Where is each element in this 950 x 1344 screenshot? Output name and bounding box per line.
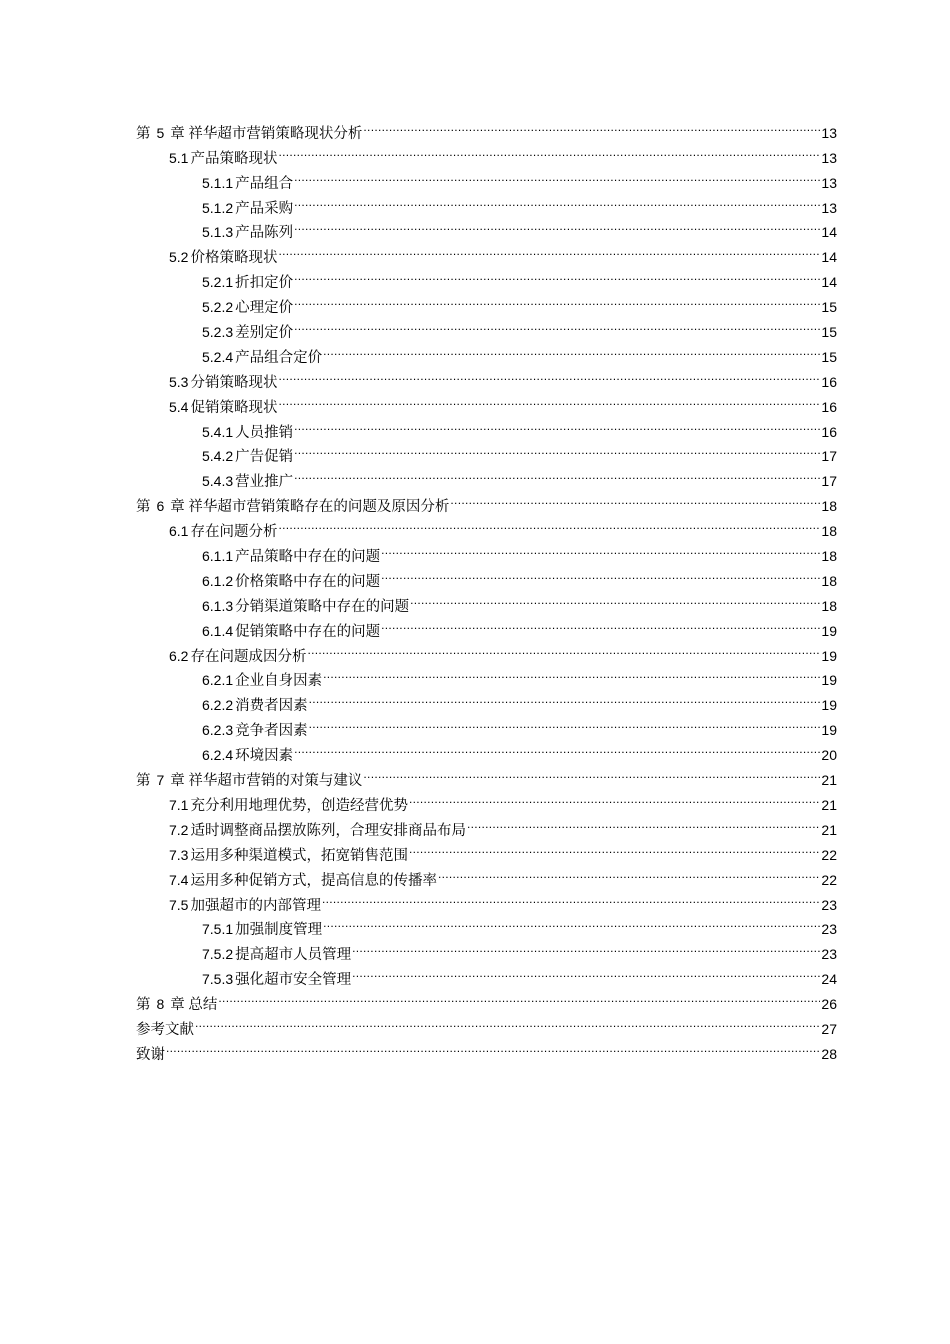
toc-dot-leader (322, 885, 820, 910)
toc-entry-title: 促销策略中存在的问题 (235, 623, 381, 640)
toc-entry-title: 产品策略现状 (190, 150, 278, 167)
toc-dot-leader (323, 910, 820, 935)
toc-entry-title: 分销策略现状 (190, 374, 278, 391)
toc-entry-page-number: 14 (821, 274, 837, 291)
toc-dot-leader (363, 113, 820, 138)
toc-entry-title: 充分利用地理优势，创造经营优势 (190, 797, 408, 814)
toc-entry-page-number: 19 (821, 697, 837, 714)
toc-entry-number: 6.1.4 (202, 622, 234, 639)
toc-entry-number: 6.1.3 (202, 597, 234, 614)
toc-entry-number: 5.4.1 (202, 423, 234, 440)
toc-dot-leader (363, 760, 820, 785)
toc-entry-page-number: 19 (821, 722, 837, 739)
toc-entry-page-number: 18 (821, 597, 837, 614)
toc-dot-leader (294, 287, 820, 312)
toc-entry-title: 章 祥华超市营销策略现状分析 (170, 125, 363, 142)
toc-entry-number: 7.4 (169, 871, 189, 888)
toc-entry[interactable] (136, 1034, 837, 1063)
toc-entry-number: 7.5.2 (202, 946, 234, 963)
toc-entry-page-number: 19 (821, 647, 837, 664)
toc-entry-number: 5.1.1 (202, 174, 234, 191)
toc-entry-number: 7.5 (169, 896, 189, 913)
toc-entry[interactable] (136, 984, 837, 1014)
toc-dot-leader (409, 835, 820, 860)
toc-entry-number: 6.2.2 (202, 697, 234, 714)
toc-entry-page-number: 15 (821, 324, 837, 341)
toc-entry-page-number: 16 (821, 373, 837, 390)
toc-entry-number: 5.1.3 (202, 224, 234, 241)
toc-entry-page-number: 14 (821, 249, 837, 266)
toc-entry-page-number: 13 (821, 199, 837, 216)
toc-entry-page-number: 23 (821, 896, 837, 913)
toc-entry-number: 5.4.2 (202, 448, 234, 465)
toc-dot-leader (309, 685, 821, 710)
toc-dot-leader (381, 561, 820, 586)
toc-entry-title: 参考文献 (136, 1021, 194, 1038)
toc-entry-prefix: 第 (136, 997, 151, 1014)
toc-entry-page-number: 19 (821, 672, 837, 689)
toc-entry-number: 5.3 (169, 373, 189, 390)
toc-dot-leader (278, 237, 820, 262)
toc-dot-leader (352, 959, 820, 984)
toc-entry-number: 6.2.4 (202, 747, 234, 764)
toc-entry-page-number: 16 (821, 423, 837, 440)
toc-entry-number: 6.2.3 (202, 722, 234, 739)
toc-entry-number: 7.3 (169, 846, 189, 863)
toc-entry-page-number: 18 (821, 548, 837, 565)
toc-dot-leader (218, 984, 820, 1009)
toc-dot-leader (352, 934, 820, 959)
toc-dot-leader (278, 362, 820, 387)
toc-entry-title: 产品组合定价 (235, 349, 323, 366)
toc-entry-number: 6.2.1 (202, 672, 234, 689)
toc-entry-title: 心理定价 (235, 300, 294, 317)
toc-entry-page-number: 22 (821, 846, 837, 863)
toc-entry-number: 5.2 (169, 249, 189, 266)
toc-entry-title: 存在问题成因分析 (190, 648, 307, 665)
toc-entry-prefix: 第 (136, 125, 151, 142)
toc-entry-page-number: 28 (821, 1045, 837, 1062)
toc-dot-leader (323, 661, 820, 686)
toc-dot-leader (294, 312, 820, 337)
toc-entry-page-number: 23 (821, 946, 837, 963)
toc-entry-number: 6.1.2 (202, 572, 234, 589)
toc-dot-leader (381, 611, 820, 636)
toc-entry-page-number: 15 (821, 348, 837, 365)
toc-dot-leader (450, 486, 820, 511)
toc-entry-number: 5.2.2 (202, 299, 234, 316)
toc-dot-leader (294, 163, 820, 188)
toc-dot-leader (294, 412, 820, 437)
toc-dot-leader (294, 213, 820, 238)
toc-dot-leader (166, 1034, 820, 1059)
toc-entry-title: 消费者因素 (235, 698, 308, 715)
toc-dot-leader (294, 262, 820, 287)
toc-entry-title: 折扣定价 (235, 275, 294, 292)
toc-entry[interactable] (136, 113, 837, 142)
toc-entry-number: 6.2 (169, 647, 189, 664)
toc-entry-number: 5.4.3 (202, 473, 234, 490)
toc-entry-page-number: 13 (821, 124, 837, 141)
table-of-contents (136, 113, 837, 1063)
toc-entry-number: 6.1 (169, 523, 189, 540)
toc-entry-title: 广告促销 (235, 449, 294, 466)
toc-entry-number: 5.2.1 (202, 274, 234, 291)
toc-entry-number: 5.2.3 (202, 324, 234, 341)
toc-entry-page-number: 27 (821, 1020, 837, 1037)
toc-entry-title: 价格策略中存在的问题 (235, 573, 381, 590)
toc-entry-number: 7.5.3 (202, 971, 234, 988)
toc-entry-prefix: 第 (136, 773, 151, 790)
toc-dot-leader (309, 710, 821, 735)
toc-dot-leader (410, 586, 820, 611)
toc-entry-page-number: 21 (821, 772, 837, 789)
toc-entry-title: 差别定价 (235, 325, 294, 342)
toc-entry-title: 产品组合 (235, 175, 294, 192)
toc-entry-page-number: 17 (821, 448, 837, 465)
toc-entry-title: 运用多种促销方式，提高信息的传播率 (190, 872, 437, 889)
toc-entry-page-number: 23 (821, 921, 837, 938)
toc-entry-title: 企业自身因素 (235, 673, 323, 690)
toc-entry-page-number: 16 (821, 398, 837, 415)
toc-entry-page-number: 20 (821, 747, 837, 764)
toc-entry-title: 产品策略中存在的问题 (235, 549, 381, 566)
toc-dot-leader (294, 437, 820, 462)
toc-entry-title: 营业推广 (235, 474, 294, 491)
toc-entry[interactable] (136, 1009, 837, 1038)
toc-entry-title: 章 祥华超市营销的对策与建议 (170, 773, 363, 790)
toc-entry-title: 人员推销 (235, 424, 294, 441)
toc-entry-number: 7.1 (169, 796, 189, 813)
toc-entry-title: 存在问题分析 (190, 524, 278, 541)
toc-entry-number: 7.2 (169, 821, 189, 838)
toc-entry-page-number: 15 (821, 299, 837, 316)
toc-entry-title: 分销渠道策略中存在的问题 (235, 598, 410, 615)
toc-dot-leader (323, 337, 820, 362)
toc-entry-number: 7.5.1 (202, 921, 234, 938)
toc-entry-number: 6.1.1 (202, 548, 234, 565)
toc-dot-leader (467, 810, 820, 835)
toc-entry-page-number: 13 (821, 149, 837, 166)
toc-dot-leader (294, 461, 820, 486)
toc-entry-prefix: 第 (136, 499, 151, 516)
toc-entry-page-number: 19 (821, 622, 837, 639)
toc-dot-leader (294, 735, 820, 760)
toc-entry-number: 5 (156, 124, 165, 141)
toc-entry-number: 5.4 (169, 398, 189, 415)
toc-entry-title: 章 祥华超市营销策略存在的问题及原因分析 (170, 499, 450, 516)
toc-entry-page-number: 18 (821, 523, 837, 540)
toc-dot-leader (278, 511, 820, 536)
toc-entry-number: 5.2.4 (202, 348, 234, 365)
toc-dot-leader (278, 138, 820, 163)
toc-entry-title: 章 总结 (170, 997, 218, 1014)
toc-entry-number: 5.1 (169, 149, 189, 166)
toc-dot-leader (409, 785, 820, 810)
toc-dot-leader (381, 536, 820, 561)
toc-entry-number: 5.1.2 (202, 199, 234, 216)
toc-dot-leader (294, 188, 820, 213)
toc-entry-page-number: 18 (821, 572, 837, 589)
toc-entry-title: 加强超市的内部管理 (190, 897, 321, 914)
toc-entry-number: 6 (156, 498, 165, 515)
toc-entry-title: 强化超市安全管理 (235, 972, 352, 989)
toc-entry-title: 价格策略现状 (190, 250, 278, 267)
toc-entry-page-number: 17 (821, 473, 837, 490)
toc-entry-title: 运用多种渠道模式，拓宽销售范围 (190, 847, 408, 864)
toc-entry-page-number: 21 (821, 821, 837, 838)
toc-entry-title: 致谢 (136, 1046, 165, 1063)
toc-entry-title: 产品采购 (235, 200, 294, 217)
toc-dot-leader (278, 387, 820, 412)
toc-entry-number: 8 (156, 996, 165, 1013)
toc-entry-page-number: 13 (821, 174, 837, 191)
toc-entry-title: 适时调整商品摆放陈列，合理安排商品布局 (190, 822, 466, 839)
toc-entry-number: 7 (156, 772, 165, 789)
toc-dot-leader (195, 1009, 820, 1034)
toc-entry-page-number: 22 (821, 871, 837, 888)
toc-entry-title: 环境因素 (235, 748, 294, 765)
toc-entry-title: 提高超市人员管理 (235, 947, 352, 964)
toc-entry-title: 竞争者因素 (235, 723, 308, 740)
toc-entry-page-number: 18 (821, 498, 837, 515)
toc-entry-page-number: 26 (821, 996, 837, 1013)
toc-dot-leader (307, 636, 820, 661)
toc-entry-page-number: 24 (821, 971, 837, 988)
toc-entry-page-number: 14 (821, 224, 837, 241)
toc-entry-page-number: 21 (821, 796, 837, 813)
toc-dot-leader (438, 860, 820, 885)
toc-entry-title: 产品陈列 (235, 225, 294, 242)
toc-entry-title: 加强制度管理 (235, 922, 323, 939)
toc-entry-title: 促销策略现状 (190, 399, 278, 416)
